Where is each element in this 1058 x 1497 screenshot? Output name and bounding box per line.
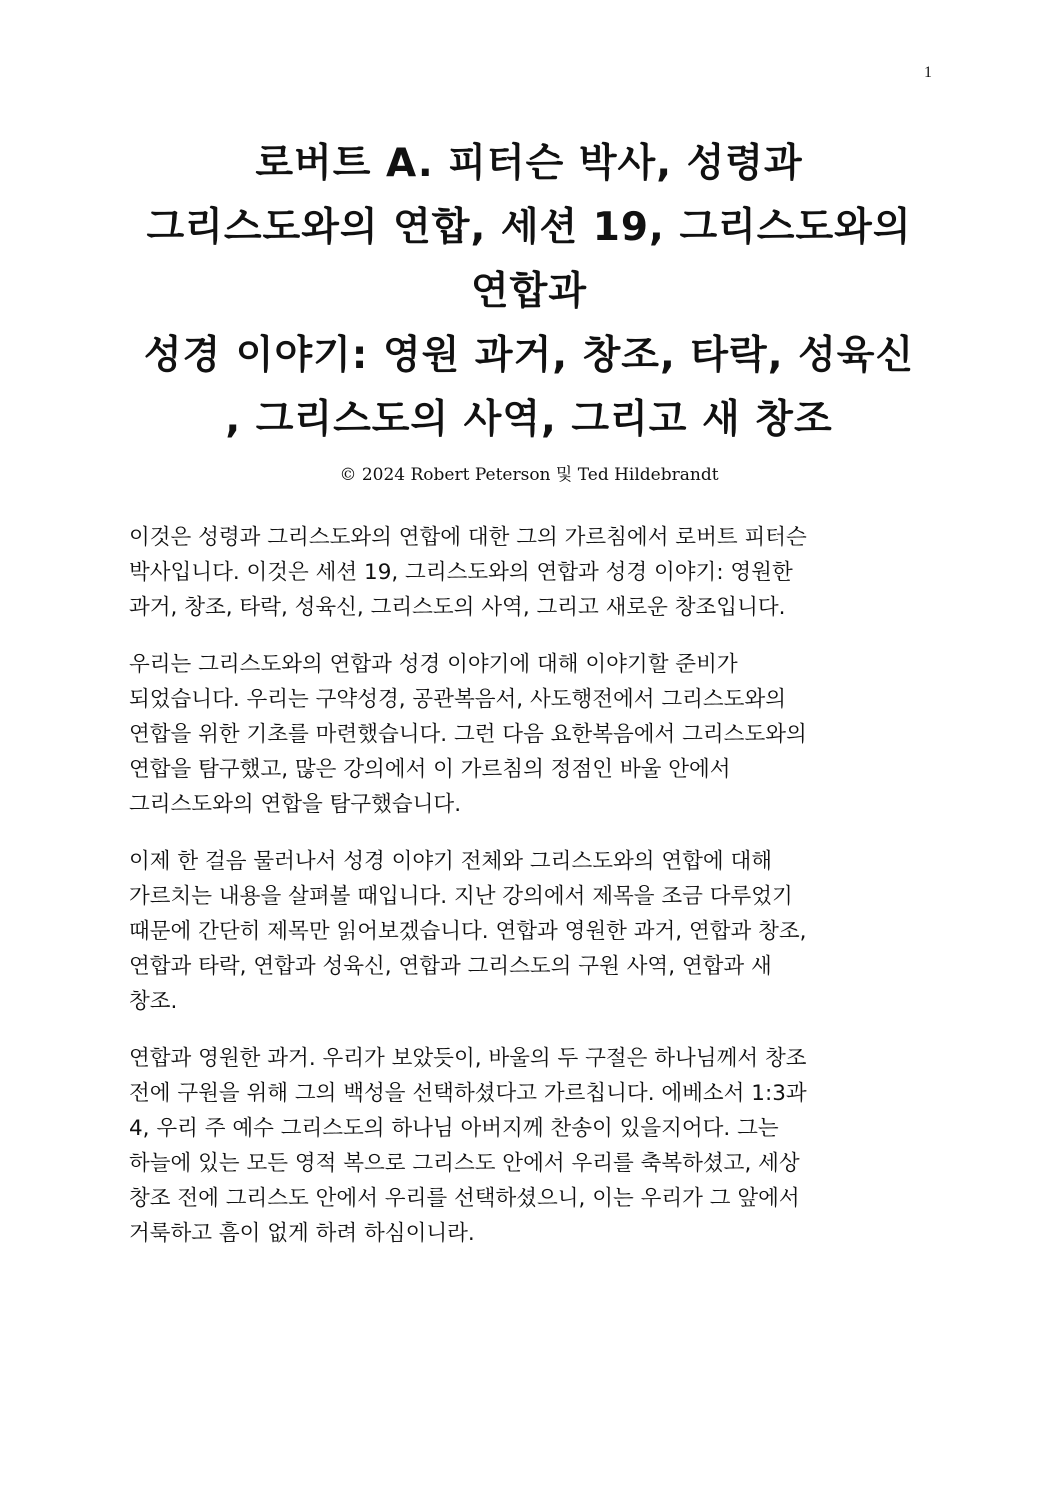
text-line: 연합을 위한 기초를 마련했습니다. 그런 다음 요한복음에서 그리스도와의 [129,722,807,747]
text-line: 우리는 그리스도와의 연합과 성경 이야기에 대해 이야기할 준비가 [129,652,738,677]
title-line: 성경 이야기: 영원 과거, 창조, 타락, 성육신 [143,333,915,378]
copyright-notice: © 2024 Robert Peterson 및 Ted Hildebrandt [339,465,719,485]
title-line: 그리스도와의 연합, 세션 19, 그리스도와의 [146,205,912,250]
text-line: 전에 구원을 위해 그의 백성을 선택하셨다고 가르칩니다. 에베소서 1:3과 [129,1081,807,1106]
text-line: 연합과 영원한 과거. 우리가 보았듯이, 바울의 두 구절은 하나님께서 창조 [129,1046,807,1071]
text-line: 과거, 창조, 타락, 성육신, 그리스도의 사역, 그리고 새로운 창조입니다. [129,595,786,620]
paragraph-intro [129,520,929,625]
paragraph-foundation [129,647,929,822]
text-line: 하늘에 있는 모든 영적 복으로 그리스도 안에서 우리를 축복하셨고, 세상 [129,1151,800,1176]
text-line: 이제 한 걸음 물러나서 성경 이야기 전체와 그리스도와의 연합에 대해 [129,849,773,874]
text-line: 그리스도와의 연합을 탐구했습니다. [129,792,462,817]
text-line: 박사입니다. 이것은 세션 19, 그리스도와의 연합과 성경 이야기: 영원한 [129,560,793,585]
title-line: 연합과 [470,269,588,314]
text-line: 되었습니다. 우리는 구약성경, 공관복음서, 사도행전에서 그리스도와의 [129,687,786,712]
text-line: 거룩하고 흠이 없게 하려 하심이니라. [129,1221,475,1246]
paragraph-overview [129,844,929,1019]
title-line: , 그리스도의 사역, 그리고 새 창조 [225,397,833,442]
paragraph-eternal-past [129,1041,929,1251]
text-line: 연합을 탐구했고, 많은 강의에서 이 가르침의 정점인 바울 안에서 [129,757,731,782]
text-line: 4, 우리 주 예수 그리스도의 하나님 아버지께 찬송이 있을지어다. 그는 [129,1116,779,1141]
page-number: 1 [924,64,932,81]
document-body [129,520,929,1273]
text-line: 이것은 성령과 그리스도와의 연합에 대한 그의 가르침에서 로버트 피터슨 [129,525,807,550]
text-line: 때문에 간단히 제목만 읽어보겠습니다. 연합과 영원한 과거, 연합과 창조, [129,919,807,944]
text-line: 창조. [129,989,178,1014]
text-line: 가르치는 내용을 살펴볼 때입니다. 지난 강의에서 제목을 조금 다루었기 [129,884,793,909]
text-line: 창조 전에 그리스도 안에서 우리를 선택하셨으니, 이는 우리가 그 앞에서 [129,1186,800,1211]
title-line: 로버트 A. 피터슨 박사, 성령과 [255,141,803,186]
text-line: 연합과 타락, 연합과 성육신, 연합과 그리스도의 구원 사역, 연합과 새 [129,954,772,979]
document-title [110,132,948,452]
